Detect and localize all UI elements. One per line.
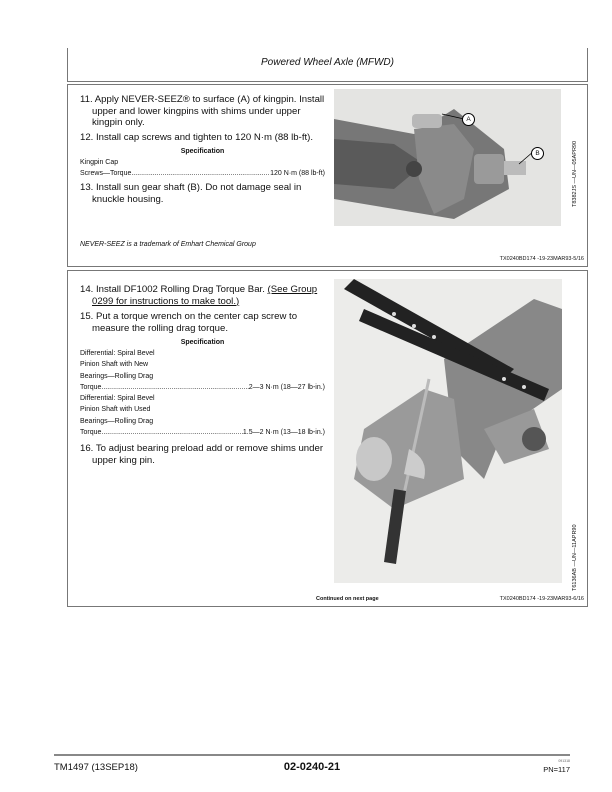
page-header [67, 48, 588, 82]
spec-line: Bearings—Rolling Drag [80, 417, 154, 425]
spec-value: 2—3 N·m (18—27 lb-in.) [248, 383, 325, 391]
kingpin-illustration [334, 89, 561, 226]
page-number: 02-0240-21 [283, 761, 341, 773]
spec-line: Pinion Shaft with New [80, 361, 149, 369]
doc-ref: TX0240BD174 -19-23MAR93-5/16 [499, 256, 584, 262]
spec-line: Differential: Spiral Bevel [80, 350, 155, 357]
kingpin-photo [334, 89, 561, 226]
step-14 [80, 284, 328, 307]
figure-id: T8382JS —UN—05APR90 [572, 140, 578, 207]
spec-title: Specification [180, 339, 225, 346]
callout-b: B [531, 147, 544, 160]
spec-title: Specification [180, 148, 225, 155]
manual-id: TM1497 (13SEP18) [54, 762, 138, 773]
spec-value: 1.5—2 N·m (13—18 lb-in.) [242, 429, 325, 437]
continued-note: Continued on next page [316, 596, 379, 602]
spec-table [80, 348, 325, 438]
spec-label: Torque [80, 383, 102, 391]
spec-table [80, 157, 325, 180]
spec-line: Bearings—Rolling Drag [80, 372, 154, 380]
procedure-section-1 [67, 84, 588, 267]
page-footer [54, 754, 570, 774]
spec-line: Differential: Spiral Bevel [80, 395, 155, 403]
pn-number: PN=117 [543, 765, 570, 774]
step-11: 11. Apply NEVER-SEEZ® to surface (A) of kingpin. Install upper and lower kingpins with shims under upper kingpin only. [80, 94, 325, 128]
spec-line: Kingpin Cap [80, 159, 119, 166]
figure-id: T6136AB —UN—11APR90 [572, 524, 578, 591]
step-14-text: 14. Install DF1002 Rolling Drag Torque Bar. [80, 284, 265, 295]
spec-value: 120 N·m (88 lb-ft) [270, 170, 325, 178]
spec-label: Screws—Torque [80, 170, 132, 178]
trademark-note: NEVER-SEEZ is a trademark of Emhart Chemical Group [80, 241, 256, 248]
spec-line: Pinion Shaft with Used [80, 406, 151, 414]
step-16: 16. To adjust bearing preload add or remove shims under upper king pin. [80, 443, 324, 466]
step-13: 13. Install sun gear shaft (B). Do not damage seal in knuckle housing. [80, 182, 302, 205]
header-title: Powered Wheel Axle (MFWD) [261, 57, 394, 68]
spec-label: Torque [80, 429, 102, 437]
step-15: 15. Put a torque wrench on the center cap screw to measure the rolling drag torque. [80, 311, 298, 334]
torque-bar-illustration [334, 279, 562, 583]
see-group-link[interactable]: (See Group 0299 for instructions to make tool.) [92, 284, 318, 307]
step-12: 12. Install cap screws and tighten to 120 N·m (88 lb-ft). [80, 132, 314, 143]
callout-a: A [462, 113, 475, 126]
torque-bar-photo [334, 279, 562, 583]
doc-ref: TX0240BD174 -19-23MAR93-6/16 [499, 596, 584, 602]
procedure-section-2 [67, 270, 588, 607]
date-code: 091318 [558, 759, 570, 763]
